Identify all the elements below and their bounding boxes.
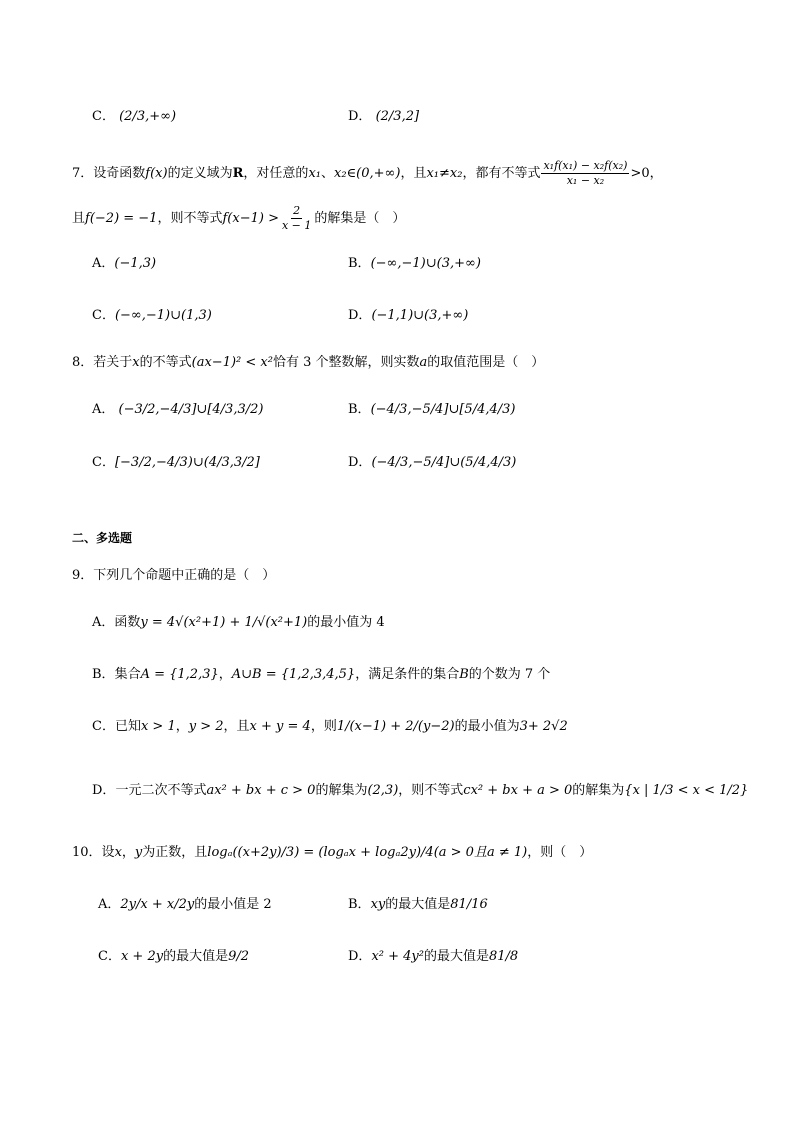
- option-expr: 81/8: [488, 949, 519, 964]
- option-label: D．: [348, 455, 372, 470]
- q7-math: f(−2) = −1: [85, 211, 158, 227]
- q7-number: 7．: [72, 166, 94, 182]
- option-expr: (−1,1)∪(3,+∞): [371, 308, 469, 323]
- q10-text: 为正数，且: [142, 845, 208, 860]
- option-expr: x + 2y: [120, 949, 164, 964]
- q9-option-d[interactable]: [92, 784, 748, 797]
- option-text: ，满足条件的集合: [355, 667, 460, 682]
- option-label: A．: [92, 402, 115, 417]
- q7-stem-line1: [72, 160, 663, 187]
- q10-math: (a > 0且a ≠ 1): [433, 845, 528, 860]
- q10-number: 10．: [72, 845, 102, 860]
- option-expr: 9/2: [228, 949, 249, 964]
- q7-text: 的定义域为: [167, 166, 233, 182]
- option-label: C．: [98, 949, 121, 964]
- option-label: D．: [348, 949, 372, 964]
- q9-text: 下列几个命题中正确的是（ ）: [93, 568, 276, 583]
- q7-math: x₂∈(0,+∞): [334, 166, 401, 182]
- option-expr: (−4/3,−5/4]∪(5/4,4/3): [371, 455, 517, 470]
- q7-text: 且: [72, 211, 86, 227]
- option-expr: [−3/2,−4/3)∪(4/3,3/2]: [114, 455, 260, 470]
- q7-option-d[interactable]: [348, 309, 468, 322]
- q8-text: 恰有 3 个整数解，则实数: [272, 355, 420, 370]
- option-label: A．: [98, 897, 121, 912]
- option-expr: (2,3): [367, 783, 399, 798]
- q10-text: ，: [121, 845, 135, 860]
- option-label: C．: [92, 455, 115, 470]
- q8-number: 8．: [72, 355, 94, 370]
- q7-frac-den: x₁ − x₂: [566, 174, 605, 188]
- q7-text: ，都有不等式: [462, 166, 541, 182]
- option-expr: x² + 4y²: [371, 949, 424, 964]
- q6-option-c-label: C．: [92, 109, 115, 124]
- option-text: ，: [175, 719, 189, 734]
- q10-option-a[interactable]: [98, 898, 272, 911]
- option-label: A．: [92, 256, 115, 271]
- q10-text: ，则（ ）: [527, 845, 593, 860]
- option-text: 一元二次不等式: [115, 783, 207, 798]
- option-label: C．: [92, 308, 115, 323]
- q7-frac-num: x₁f(x₁) − x₂f(x₂): [541, 160, 629, 174]
- q7-fraction: [541, 160, 629, 187]
- q7-frac-num: 2: [291, 205, 302, 219]
- option-text: 的最小值是 2: [194, 897, 272, 912]
- q8-option-b[interactable]: [348, 403, 515, 416]
- q6-option-c-expr: (2/3,+∞): [119, 109, 177, 124]
- q6-option-d[interactable]: [348, 110, 419, 123]
- q8-option-d[interactable]: [348, 456, 516, 469]
- q10-text: 设: [101, 845, 115, 860]
- option-expr: y > 2: [188, 719, 224, 734]
- q7-math: R: [232, 166, 244, 182]
- option-expr: x + y = 4: [249, 719, 311, 734]
- option-text: 的解集为: [572, 783, 625, 798]
- q9-stem: [72, 569, 275, 582]
- q6-option-d-label: D．: [348, 109, 372, 124]
- q7-frac-den: x − 1: [281, 219, 312, 233]
- option-text: 已知: [114, 719, 141, 734]
- option-label: B．: [348, 402, 371, 417]
- q7-text: 的解集是（ ）: [314, 211, 406, 227]
- q7-fraction-2: [280, 205, 313, 232]
- option-expr: (−3/2,−4/3]∪[4/3,3/2): [118, 402, 264, 417]
- q8-option-c[interactable]: [92, 456, 260, 469]
- option-expr: A∪B = {1,2,3,4,5}: [231, 667, 356, 682]
- q7-text: ，对任意的: [243, 166, 309, 182]
- q7-math: x₁≠x₂: [426, 166, 463, 182]
- option-text: 的解集为: [315, 783, 368, 798]
- option-text: 的最大值是: [423, 949, 489, 964]
- option-label: D．: [348, 308, 372, 323]
- q8-text: 的不等式: [139, 355, 192, 370]
- option-expr: B: [459, 667, 469, 682]
- option-expr: y = 4√(x²+1) + 1/√(x²+1): [140, 615, 308, 630]
- option-expr: xy: [370, 897, 386, 912]
- option-text: 的最大值是: [385, 897, 451, 912]
- q10-math: y: [134, 845, 143, 860]
- q8-stem: [72, 356, 544, 369]
- q10-option-c[interactable]: [98, 950, 249, 963]
- q7-stem-line2: [72, 205, 405, 232]
- q10-option-b[interactable]: [348, 898, 488, 911]
- option-label: B．: [348, 256, 371, 271]
- option-expr: (−∞,−1)∪(1,3): [114, 308, 212, 323]
- option-text: ，则不等式: [398, 783, 464, 798]
- option-label: A．: [92, 615, 115, 630]
- q7-text: 、: [320, 166, 334, 182]
- q7-math: f(x−1) >: [222, 211, 279, 227]
- q8-option-a[interactable]: [92, 403, 263, 416]
- option-label: B．: [348, 897, 371, 912]
- q6-option-c[interactable]: [92, 110, 176, 123]
- q9-option-a[interactable]: [92, 616, 385, 629]
- q9-number: 9．: [72, 568, 94, 583]
- q10-option-d[interactable]: [348, 950, 518, 963]
- option-expr: x > 1: [140, 719, 176, 734]
- q7-math: f(x): [145, 166, 168, 182]
- option-label: C．: [92, 719, 115, 734]
- option-expr: 3+ 2√2: [519, 719, 568, 734]
- option-expr: 1/(x−1) + 2/(y−2): [336, 719, 455, 734]
- option-label: D．: [92, 783, 116, 798]
- option-text: 的个数为 7 个: [468, 667, 551, 682]
- option-expr: (−∞,−1)∪(3,+∞): [370, 256, 481, 271]
- q10-math: x: [114, 845, 122, 860]
- option-expr: (−4/3,−5/4]∪[5/4,4/3): [370, 402, 516, 417]
- q6-option-d-expr: (2/3,2]: [375, 109, 420, 124]
- option-text: 集合: [114, 667, 141, 682]
- q7-text: >0，: [630, 166, 663, 182]
- q10-math: logₐ((x+2y)/3) = (logₐx + logₐ2y)/4: [207, 845, 434, 860]
- option-text: 函数: [114, 615, 141, 630]
- q7-text: ，且: [400, 166, 427, 182]
- option-expr: 81/16: [450, 897, 488, 912]
- option-text: 的最小值为: [454, 719, 520, 734]
- q9-option-c[interactable]: [92, 720, 568, 733]
- option-text: ，: [218, 667, 232, 682]
- q8-text: 若关于: [93, 355, 133, 370]
- option-expr: ax² + bx + c > 0: [206, 783, 316, 798]
- q9-option-b[interactable]: [92, 668, 550, 681]
- option-text: 的最大值是: [163, 949, 229, 964]
- q8-math: (ax−1)² < x²: [191, 355, 273, 370]
- q7-option-b[interactable]: [348, 257, 481, 270]
- q10-stem: [72, 846, 592, 859]
- option-label: B．: [92, 667, 115, 682]
- q8-math: x: [132, 355, 140, 370]
- q7-option-c[interactable]: [92, 309, 212, 322]
- option-expr: 2y/x + x/2y: [120, 897, 195, 912]
- q7-option-a[interactable]: [92, 257, 156, 270]
- option-expr: (−1,3): [114, 256, 157, 271]
- option-text: 的最小值为 4: [307, 615, 385, 630]
- option-expr: cx² + bx + a > 0: [463, 783, 573, 798]
- q8-text: 的取值范围是（ ）: [427, 355, 545, 370]
- option-expr: {x | 1/3 < x < 1/2}: [624, 783, 749, 798]
- q8-math: a: [419, 355, 428, 370]
- q7-text: 设奇函数: [93, 166, 146, 182]
- section-title-multi-choice: 二、多选题: [72, 531, 133, 545]
- option-text: ，且: [223, 719, 250, 734]
- q7-text: ，则不等式: [157, 211, 223, 227]
- q7-math: x₁: [308, 166, 321, 182]
- option-expr: A = {1,2,3}: [140, 667, 219, 682]
- option-text: ，则: [310, 719, 337, 734]
